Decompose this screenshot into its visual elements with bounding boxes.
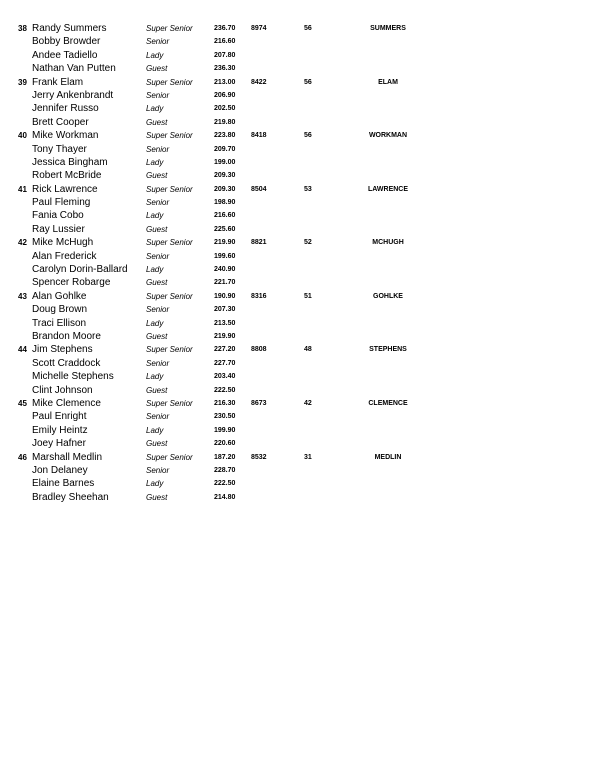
team-points: 48 bbox=[304, 346, 312, 354]
team-name: MCHUGH bbox=[372, 239, 404, 247]
player-division: Lady bbox=[146, 104, 164, 114]
player-division: Super Senior bbox=[146, 77, 193, 87]
team-lead-row bbox=[18, 397, 588, 410]
player-row bbox=[18, 196, 588, 209]
player-row bbox=[18, 424, 588, 437]
player-name: Ray Lussier bbox=[32, 223, 85, 235]
player-division: Senior bbox=[146, 198, 170, 208]
player-score: 220.60 bbox=[214, 440, 236, 448]
team-block bbox=[18, 76, 588, 130]
team-name: SUMMERS bbox=[370, 25, 406, 32]
team-total: 8974 bbox=[251, 25, 267, 32]
team-rank: 43 bbox=[18, 291, 27, 301]
team-points: 53 bbox=[304, 185, 312, 193]
team-rank: 46 bbox=[18, 452, 27, 462]
player-score: 214.80 bbox=[214, 493, 236, 501]
player-name: Carolyn Dorin-Ballard bbox=[32, 264, 128, 276]
player-name: Joey Hafner bbox=[32, 438, 86, 450]
player-score: 216.60 bbox=[214, 38, 236, 46]
team-lead-row bbox=[18, 129, 588, 142]
player-score: 219.80 bbox=[214, 118, 236, 126]
player-division: Senior bbox=[146, 90, 170, 100]
player-division: Lady bbox=[146, 372, 164, 382]
player-division: Lady bbox=[146, 211, 164, 221]
player-row bbox=[18, 223, 588, 236]
team-block bbox=[18, 22, 588, 76]
player-row bbox=[18, 317, 588, 330]
team-lead-row bbox=[18, 290, 588, 303]
player-division: Senior bbox=[146, 465, 170, 475]
player-row bbox=[18, 102, 588, 115]
player-name: Rick Lawrence bbox=[32, 183, 98, 195]
player-name: Paul Enright bbox=[32, 411, 87, 423]
player-division: Lady bbox=[146, 479, 164, 489]
team-points: 42 bbox=[304, 399, 312, 407]
team-total: 8316 bbox=[251, 292, 267, 300]
player-division: Super Senior bbox=[146, 345, 193, 355]
player-score: 206.90 bbox=[214, 91, 236, 99]
player-score: 209.30 bbox=[214, 185, 236, 193]
player-row bbox=[18, 62, 588, 75]
team-block bbox=[18, 343, 588, 397]
player-name: Jim Stephens bbox=[32, 344, 93, 356]
player-division: Guest bbox=[146, 492, 168, 502]
player-name: Traci Ellison bbox=[32, 317, 87, 329]
team-points: 56 bbox=[304, 25, 312, 32]
team-name: MEDLIN bbox=[374, 453, 402, 461]
player-row bbox=[18, 89, 588, 102]
player-name: Doug Brown bbox=[32, 304, 88, 316]
player-score: 230.50 bbox=[214, 413, 236, 421]
player-division: Guest bbox=[146, 439, 168, 449]
player-division: Guest bbox=[146, 385, 168, 395]
player-score: 240.90 bbox=[214, 266, 236, 274]
team-rank: 44 bbox=[18, 345, 27, 355]
team-points: 51 bbox=[304, 292, 312, 300]
team-rank: 38 bbox=[18, 24, 27, 33]
player-row bbox=[18, 209, 588, 222]
player-score: 213.00 bbox=[214, 78, 236, 86]
player-name: Fania Cobo bbox=[32, 210, 84, 222]
team-block bbox=[18, 129, 588, 183]
player-division: Senior bbox=[146, 305, 170, 315]
player-score: 207.30 bbox=[214, 306, 236, 314]
team-block bbox=[18, 290, 588, 344]
player-division: Guest bbox=[146, 224, 168, 234]
team-rank: 39 bbox=[18, 77, 27, 87]
player-division: Super Senior bbox=[146, 452, 193, 462]
team-points: 56 bbox=[304, 78, 312, 86]
player-division: Lady bbox=[146, 265, 164, 275]
player-division: Senior bbox=[146, 358, 170, 368]
team-points: 31 bbox=[304, 453, 312, 461]
player-division: Guest bbox=[146, 117, 168, 127]
player-name: Clint Johnson bbox=[32, 384, 93, 396]
player-score: 222.50 bbox=[214, 480, 236, 488]
player-division: Guest bbox=[146, 171, 168, 181]
player-name: Jennifer Russo bbox=[32, 103, 99, 115]
team-lead-row bbox=[18, 236, 588, 249]
player-score: 236.70 bbox=[214, 25, 236, 32]
player-score: 199.00 bbox=[214, 158, 236, 166]
player-name: Michelle Stephens bbox=[32, 371, 114, 383]
player-row bbox=[18, 491, 588, 504]
team-lead-row bbox=[18, 183, 588, 196]
player-row bbox=[18, 169, 588, 182]
player-score: 207.80 bbox=[214, 51, 236, 59]
player-row bbox=[18, 156, 588, 169]
team-rank: 45 bbox=[18, 398, 27, 408]
team-lead-row bbox=[18, 343, 588, 356]
player-name: Alan Gohlke bbox=[32, 290, 87, 302]
player-name: Jerry Ankenbrandt bbox=[32, 89, 114, 101]
player-name: Jessica Bingham bbox=[32, 156, 108, 168]
player-row bbox=[18, 143, 588, 156]
player-score: 219.90 bbox=[214, 332, 236, 340]
player-row bbox=[18, 35, 588, 48]
team-total: 8808 bbox=[251, 346, 267, 354]
player-name: Frank Elam bbox=[32, 76, 84, 88]
player-division: Super Senior bbox=[146, 131, 193, 141]
player-row bbox=[18, 250, 588, 263]
player-division: Super Senior bbox=[146, 398, 193, 408]
player-score: 209.30 bbox=[214, 172, 236, 180]
player-score: 190.90 bbox=[214, 292, 236, 300]
player-name: Spencer Robarge bbox=[32, 277, 111, 289]
player-division: Lady bbox=[146, 318, 164, 328]
team-name: LAWRENCE bbox=[367, 185, 409, 193]
player-score: 227.70 bbox=[214, 359, 236, 367]
team-total: 8821 bbox=[251, 239, 267, 247]
player-division: Senior bbox=[146, 251, 170, 261]
player-name: Paul Fleming bbox=[32, 197, 91, 209]
player-row bbox=[18, 330, 588, 343]
team-name: STEPHENS bbox=[369, 346, 407, 354]
player-division: Senior bbox=[146, 412, 170, 422]
player-name: Jon Delaney bbox=[32, 464, 88, 476]
player-score: 225.60 bbox=[214, 225, 236, 233]
team-rank: 42 bbox=[18, 238, 27, 248]
team-total: 8504 bbox=[251, 185, 267, 193]
team-block bbox=[18, 451, 588, 505]
player-score: 222.50 bbox=[214, 386, 236, 394]
player-score: 199.90 bbox=[214, 426, 236, 434]
player-name: Nathan Van Putten bbox=[32, 63, 116, 75]
team-lead-row bbox=[18, 76, 588, 89]
player-score: 219.90 bbox=[214, 239, 236, 247]
team-total: 8673 bbox=[251, 399, 267, 407]
team-total: 8532 bbox=[251, 453, 267, 461]
player-row bbox=[18, 477, 588, 490]
team-rank: 40 bbox=[18, 131, 27, 141]
player-row bbox=[18, 410, 588, 423]
team-points: 56 bbox=[304, 132, 312, 140]
player-name: Bradley Sheehan bbox=[32, 491, 109, 503]
player-name: Mike Clemence bbox=[32, 397, 101, 409]
player-row bbox=[18, 384, 588, 397]
team-block bbox=[18, 183, 588, 237]
player-name: Mike McHugh bbox=[32, 237, 94, 249]
player-name: Tony Thayer bbox=[32, 143, 87, 155]
team-results-list bbox=[18, 22, 588, 504]
team-block bbox=[18, 236, 588, 290]
player-row bbox=[18, 370, 588, 383]
player-division: Guest bbox=[146, 64, 168, 74]
player-score: 203.40 bbox=[214, 373, 236, 381]
player-score: 202.50 bbox=[214, 105, 236, 113]
player-division: Super Senior bbox=[146, 24, 193, 33]
player-name: Robert McBride bbox=[32, 170, 102, 182]
player-score: 216.60 bbox=[214, 212, 236, 220]
player-name: Brandon Moore bbox=[32, 330, 101, 342]
team-total: 8422 bbox=[251, 78, 267, 86]
player-score: 223.80 bbox=[214, 132, 236, 140]
player-division: Lady bbox=[146, 157, 164, 167]
player-row bbox=[18, 263, 588, 276]
player-row bbox=[18, 437, 588, 450]
player-row bbox=[18, 464, 588, 477]
player-name: Marshall Medlin bbox=[32, 451, 103, 463]
team-name: ELAM bbox=[378, 78, 398, 86]
player-name: Andee Tadiello bbox=[32, 49, 98, 61]
player-row bbox=[18, 357, 588, 370]
player-score: 199.60 bbox=[214, 252, 236, 260]
player-name: Bobby Browder bbox=[32, 36, 101, 48]
team-rank: 41 bbox=[18, 184, 27, 194]
team-lead-row bbox=[18, 22, 588, 35]
player-division: Super Senior bbox=[146, 184, 193, 194]
player-row bbox=[18, 116, 588, 129]
player-score: 213.50 bbox=[214, 319, 236, 327]
player-division: Senior bbox=[146, 144, 170, 154]
player-score: 221.70 bbox=[214, 279, 236, 287]
player-score: 216.30 bbox=[214, 399, 236, 407]
team-block bbox=[18, 397, 588, 451]
player-row bbox=[18, 276, 588, 289]
player-name: Mike Workman bbox=[32, 130, 99, 142]
player-score: 209.70 bbox=[214, 145, 236, 153]
player-score: 187.20 bbox=[214, 453, 236, 461]
player-score: 228.70 bbox=[214, 466, 236, 474]
player-score: 227.20 bbox=[214, 346, 236, 354]
team-points: 52 bbox=[304, 239, 312, 247]
player-row bbox=[18, 303, 588, 316]
team-total: 8418 bbox=[251, 132, 267, 140]
player-name: Randy Summers bbox=[32, 23, 107, 34]
player-division: Guest bbox=[146, 278, 168, 288]
player-row bbox=[18, 49, 588, 62]
player-score: 236.30 bbox=[214, 65, 236, 73]
team-name: CLEMENCE bbox=[368, 399, 408, 407]
team-name: GOHLKE bbox=[373, 292, 403, 300]
player-division: Senior bbox=[146, 37, 170, 47]
team-name: WORKMAN bbox=[368, 132, 408, 140]
player-name: Scott Craddock bbox=[32, 357, 101, 369]
player-name: Brett Cooper bbox=[32, 116, 89, 128]
player-name: Emily Heintz bbox=[32, 424, 88, 436]
player-division: Lady bbox=[146, 50, 164, 60]
player-name: Elaine Barnes bbox=[32, 478, 95, 490]
player-division: Guest bbox=[146, 331, 168, 341]
player-name: Alan Frederick bbox=[32, 250, 97, 262]
team-lead-row bbox=[18, 451, 588, 464]
player-division: Super Senior bbox=[146, 291, 193, 301]
player-division: Lady bbox=[146, 425, 164, 435]
player-score: 198.90 bbox=[214, 199, 236, 207]
player-division: Super Senior bbox=[146, 238, 193, 248]
